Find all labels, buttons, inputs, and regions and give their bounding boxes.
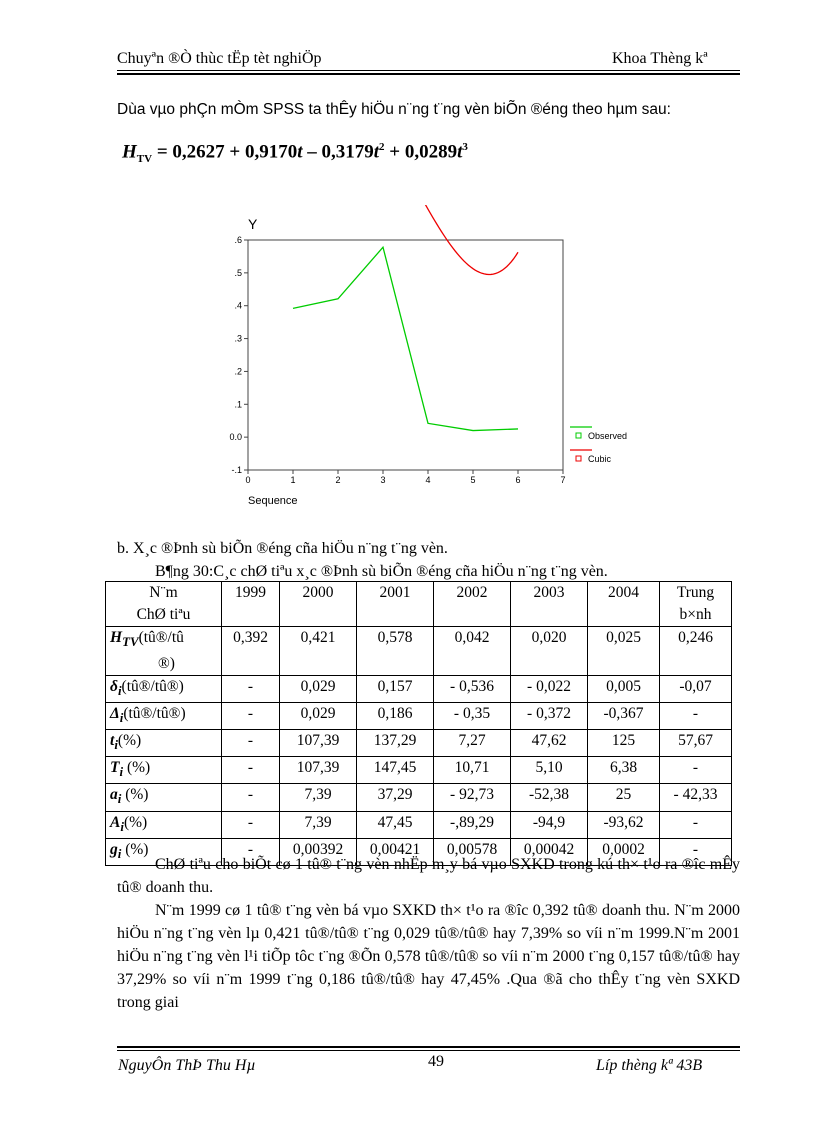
table-caption: B¶ng 30:C¸c chØ tiªu x¸c ®Þnh sù biÕn ®éng cña hiÖu n¨ng t¨ng vèn.: [155, 563, 608, 580]
header-cell-year: 2003: [511, 582, 588, 627]
table-cell: 0,042: [434, 627, 511, 676]
row-label: $g_i$ (%): [106, 838, 222, 865]
formula: $H_{TV} = 0,2627 + 0,9170t - 0,3179t^2 + 0,0289t^3$: [122, 141, 468, 166]
table-cell: 0,00042: [511, 838, 588, 865]
y-tick-label: .2: [234, 366, 242, 377]
table-cell: 5,10: [511, 757, 588, 784]
legend-cubic-marker: [576, 456, 581, 461]
x-tick-label: 7: [560, 475, 566, 485]
header-cell-year: 2001: [357, 582, 434, 627]
header-cell-year: 1999: [222, 582, 280, 627]
table-cell: -93,62: [588, 811, 660, 838]
table-cell: -: [660, 838, 732, 865]
table-cell: -52,38: [511, 784, 588, 811]
row-label: $\delta_i(tû®/tû®)$: [106, 676, 222, 703]
table-cell: 137,29: [357, 730, 434, 757]
table-cell: 0,029: [280, 676, 357, 703]
header-right: Khoa Thèng kª: [612, 50, 708, 67]
table-cell: 147,45: [357, 757, 434, 784]
table-cell: -: [222, 784, 280, 811]
table-row: [106, 811, 732, 838]
x-axis-label: Sequence: [248, 495, 298, 507]
table-cell: 0,186: [357, 703, 434, 730]
table-cell: -: [222, 811, 280, 838]
formula-lhs: H: [122, 141, 137, 163]
body-text: [117, 853, 740, 1014]
table-cell: 6,38: [588, 757, 660, 784]
table-row: [106, 757, 732, 784]
table-cell: 0,0002: [588, 838, 660, 865]
table-row: [106, 784, 732, 811]
y-tick-label: 0.0: [229, 432, 242, 443]
table-cell: 125: [588, 730, 660, 757]
table-row: [106, 676, 732, 703]
x-tick-label: 1: [290, 475, 296, 485]
header-cell-average: Trung b×nh: [660, 582, 732, 627]
table-cell: -: [222, 838, 280, 865]
table-cell: 7,39: [280, 784, 357, 811]
table-row: [106, 627, 732, 676]
table-cell: 0,246: [660, 627, 732, 676]
table-cell: -94,9: [511, 811, 588, 838]
table-cell: -: [222, 703, 280, 730]
table-cell: 107,39: [280, 757, 357, 784]
x-tick-label: 2: [335, 475, 341, 485]
header-rule: [117, 70, 740, 71]
row-label: $T_i$ (%): [106, 757, 222, 784]
table-cell: - 0,372: [511, 703, 588, 730]
header-cell-year: 2002: [434, 582, 511, 627]
header-cell-indicator: N¨m ChØ tiªu: [106, 582, 222, 627]
formula-part-b: – 0,3179: [302, 141, 374, 163]
header-cell-year: 2000: [280, 582, 357, 627]
table-cell: - 92,73: [434, 784, 511, 811]
formula-part-a: = 0,2627 + 0,9170: [156, 141, 298, 163]
legend-observed-label: Observed: [588, 431, 628, 441]
table-cell: 10,71: [434, 757, 511, 784]
table-cell: 0,005: [588, 676, 660, 703]
table-cell: -: [222, 730, 280, 757]
legend-observed-marker: [576, 433, 581, 438]
table-cell: 57,67: [660, 730, 732, 757]
y-tick-label: .6: [234, 235, 242, 245]
table-cell: 0,00578: [434, 838, 511, 865]
header-left: Chuyªn ®Ò thùc tËp tèt nghiÖp: [117, 50, 322, 67]
table-cell: 0,00421: [357, 838, 434, 865]
table-cell: 107,39: [280, 730, 357, 757]
table-cell: -: [222, 757, 280, 784]
x-tick-label: 3: [380, 475, 386, 485]
y-tick-label: .5: [234, 267, 242, 278]
table-cell: -: [660, 703, 732, 730]
table-cell: 0,025: [588, 627, 660, 676]
formula-lhs-sub: TV: [136, 153, 153, 166]
row-label: $a_i$ (%): [106, 784, 222, 811]
y-tick-label: -.1: [231, 465, 242, 475]
row-label: $H_{TV}(tû®/tû$ ®): [106, 627, 222, 676]
row-label: $A_i(\%)$: [106, 811, 222, 838]
section-b-heading: b. X¸c ®Þnh sù biÕn ®éng cña hiÖu n¨ng t¨ng vèn.: [117, 540, 448, 557]
table-cell: -,89,29: [434, 811, 511, 838]
footer-rule: [117, 1050, 740, 1051]
table-cell: - 0,022: [511, 676, 588, 703]
footer-rule-thick: [117, 1046, 740, 1048]
plot-frame: [248, 240, 563, 470]
legend-cubic-label: Cubic: [588, 454, 612, 464]
table-cell: 0,029: [280, 703, 357, 730]
paragraph: ChØ tiªu cho biÕt cø 1 tû® t¨ng vèn nhËp m¸y bá vµo SXKD trong kú th× t¹o ra ®îc mÊy tû® doanh thu.: [117, 856, 740, 896]
paragraph: N¨m 1999 cø 1 tû® t¨ng vèn bá vµo SXKD th× t¹o ra ®îc 0,392 tû® doanh thu. N¨m 2000 hiÖu n¨ng t¨ng vèn lµ 0,421 tû®/tû® t¨ng 0,029 tû®/tû® hay 7,39% so víi n¨m 1999.N¨m 2001 hiÖu n¨ng t¨ng vèn l¹i tiÕp tôc t¨ng ®Õn 0,578 tû®/tû® so víi n¨m 2000 t¨ng 0,157 tû®/tû® hay 37,29% so víi n¨m 1999 t¨ng 0,186 tû®/tû® hay 47,45% .Qua ®ã cho thÊy t¨ng vèn SXKD trong giai: [117, 902, 740, 1011]
table-cell: -0,367: [588, 703, 660, 730]
x-tick-label: 6: [515, 475, 521, 485]
footer-class: Líp thèng kª 43B: [596, 1057, 703, 1074]
table-row: [106, 730, 732, 757]
table-header-row: [106, 582, 732, 627]
row-label: $t_i(\%)$: [106, 730, 222, 757]
header-rule-thick: [117, 73, 740, 75]
x-tick-label: 4: [425, 475, 431, 485]
x-tick-label: 0: [245, 475, 251, 485]
header-cell-year: 2004: [588, 582, 660, 627]
y-axis-label: Y: [248, 216, 258, 232]
table-cell: 0,578: [357, 627, 434, 676]
spss-chart: [220, 205, 640, 515]
table-cell: 47,62: [511, 730, 588, 757]
table-cell: 37,29: [357, 784, 434, 811]
intro-paragraph: Dùa vµo phÇn mÒm SPSS ta thÊy hiÖu n¨ng t¨ng vèn biÕn ®éng theo hµm sau:: [117, 101, 671, 118]
row-label: $\Delta_i(tû®/tû®)$: [106, 703, 222, 730]
y-tick-label: .3: [234, 333, 242, 344]
indicator-table: [105, 581, 732, 866]
table-cell: 47,45: [357, 811, 434, 838]
footer-author: NguyÔn ThÞ Thu Hµ: [118, 1057, 256, 1074]
table-cell: -: [660, 811, 732, 838]
table-cell: 7,27: [434, 730, 511, 757]
table-cell: -: [222, 676, 280, 703]
table-cell: -: [660, 757, 732, 784]
page-number: 49: [428, 1053, 444, 1070]
y-tick-label: .1: [234, 399, 242, 410]
table-cell: 0,421: [280, 627, 357, 676]
table-cell: 0,392: [222, 627, 280, 676]
table-cell: 25: [588, 784, 660, 811]
formula-part-c: + 0,0289: [384, 141, 458, 163]
table-cell: - 0,536: [434, 676, 511, 703]
x-tick-label: 5: [470, 475, 476, 485]
table-cell: 0,020: [511, 627, 588, 676]
series-observed-line: [293, 247, 518, 430]
table-cell: 7,39: [280, 811, 357, 838]
table-cell: - 42,33: [660, 784, 732, 811]
table-cell: -0,07: [660, 676, 732, 703]
table-cell: - 0,35: [434, 703, 511, 730]
table-cell: 0,00392: [280, 838, 357, 865]
table-cell: 0,157: [357, 676, 434, 703]
table-row: [106, 703, 732, 730]
y-tick-label: .4: [234, 300, 242, 311]
